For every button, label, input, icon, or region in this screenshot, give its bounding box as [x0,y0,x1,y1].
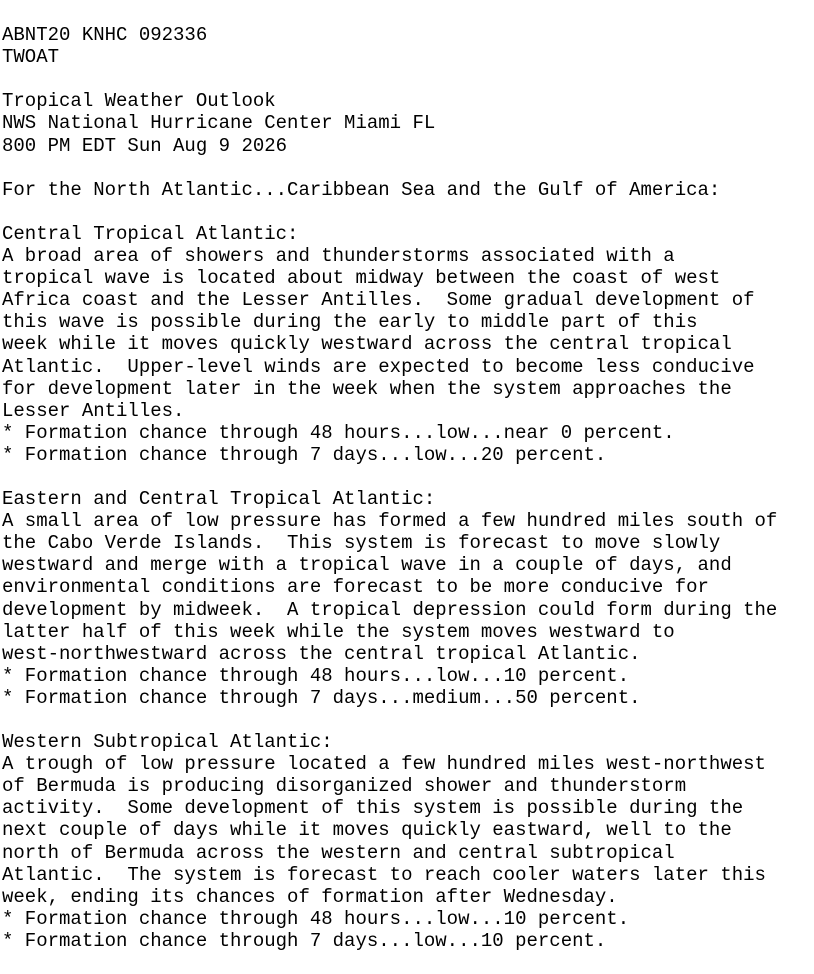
section-text-line: latter half of this week while the system moves westward to [2,620,675,643]
section-text-line: Atlantic. Upper-level winds are expected to become less conducive [2,355,755,378]
formation-chance-7d: * Formation chance through 7 days...low...10 percent. [2,929,607,952]
section-text-line: westward and merge with a tropical wave in a couple of days, and [2,554,732,577]
blank-line [2,68,814,90]
issue-time: 800 PM EDT Sun Aug 9 2026 [2,134,288,157]
formation-chance-48h: * Formation chance through 48 hours...low...10 percent. [2,907,630,930]
section-text-line: north of Bermuda across the western and central subtropical [2,841,675,864]
formation-chance-7d: * Formation chance through 7 days...medium...50 percent. [2,686,641,709]
section-text-line: Lesser Antilles. [2,399,185,422]
blank-line [2,157,814,179]
section-text-line: A trough of low pressure located a few hundred miles west-northwest [2,753,766,776]
section-text-line: Africa coast and the Lesser Antilles. Some gradual development of [2,289,755,312]
formation-chance-48h: * Formation chance through 48 hours...low...near 0 percent. [2,421,675,444]
blank-line [2,709,814,731]
section-text-line: Atlantic. The system is forecast to reach cooler waters later this [2,863,766,886]
formation-chance-48h: * Formation chance through 48 hours...low...10 percent. [2,664,630,687]
section-text-line: environmental conditions are forecast to be more conducive for [2,576,709,599]
wmo-header: ABNT20 KNHC 092336 [2,24,208,47]
section-text-line: west-northwestward across the central tropical Atlantic. [2,642,641,665]
intro-line: For the North Atlantic...Caribbean Sea and the Gulf of America: [2,178,721,201]
product-code: TWOAT [2,46,60,69]
section-text-line: tropical wave is located about midway between the coast of west [2,267,721,290]
section-text-line: activity. Some development of this system is possible during the [2,797,744,820]
section-text-line: A small area of low pressure has formed a few hundred miles south of [2,510,778,533]
section-text-line: week while it moves quickly westward across the central tropical [2,333,732,356]
section-text-line: this wave is possible during the early to middle part of this [2,311,698,334]
blank-line [2,201,814,223]
section-heading: Eastern and Central Tropical Atlantic: [2,488,436,511]
section-heading: Central Tropical Atlantic: [2,222,299,245]
section-heading: Western Subtropical Atlantic: [2,731,333,754]
blank-line [2,466,814,488]
formation-chance-7d: * Formation chance through 7 days...low...20 percent. [2,443,607,466]
section-text-line: of Bermuda is producing disorganized shower and thunderstorm [2,775,687,798]
section-text-line: development by midweek. A tropical depression could form during the [2,598,778,621]
section-text-line: week, ending its chances of formation after Wednesday. [2,885,618,908]
product-title: Tropical Weather Outlook [2,90,276,113]
issuing-office: NWS National Hurricane Center Miami FL [2,112,436,135]
section-text-line: A broad area of showers and thunderstorms associated with a [2,245,675,268]
section-text-line: for development later in the week when the system approaches the [2,377,732,400]
section-text-line: next couple of days while it moves quickly eastward, well to the [2,819,732,842]
section-text-line: the Cabo Verde Islands. This system is forecast to move slowly [2,532,721,555]
